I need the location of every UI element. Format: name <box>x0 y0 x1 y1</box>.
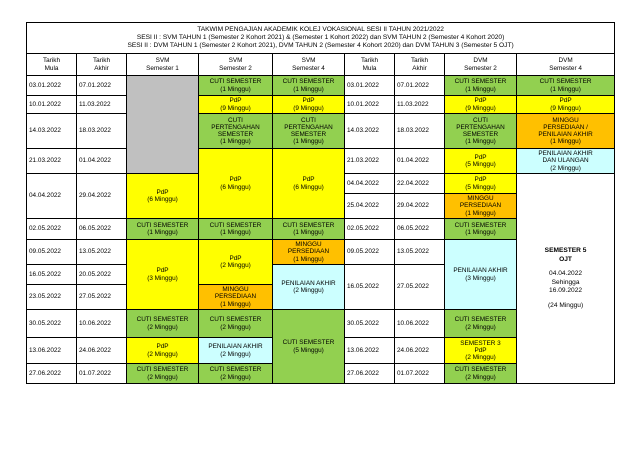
svm2-cuti-semester <box>199 310 273 338</box>
cell-line: (2 Minggu) <box>293 287 324 294</box>
cell-line: (1 Minggu) <box>550 85 581 93</box>
cell-line: CUTI SEMESTER <box>282 339 335 347</box>
header-label: Akhir <box>412 64 427 72</box>
cell-line: (5 Minggu) <box>293 346 324 354</box>
svm-start-date: 14.03.2022 <box>27 114 77 149</box>
dvm2-cuti-semester <box>445 310 517 338</box>
cell-line: CUTI <box>301 116 316 124</box>
svm-end-date: 20.05.2022 <box>77 265 127 285</box>
cell-line: CUTI SEMESTER <box>209 78 262 86</box>
svm2-cuti-semester <box>199 76 273 96</box>
cell-line: CUTI SEMESTER <box>454 78 507 86</box>
svm-start-date: 02.05.2022 <box>27 219 77 240</box>
cell-line: CUTI SEMESTER <box>282 221 335 229</box>
cell-line: (5 Minggu) <box>465 183 496 191</box>
cell-line: (1 Minggu) <box>293 229 324 236</box>
svm4-pdp <box>273 149 345 219</box>
cell-line: PdP <box>156 267 169 275</box>
sem5-subtitle: OJT <box>559 255 572 263</box>
svm-end-date: 29.04.2022 <box>77 174 127 219</box>
header-tarikh-akhir-dvm <box>395 54 445 76</box>
dvm4-penilaian-akhir <box>517 149 615 174</box>
cell-line: MINGGU <box>295 241 322 249</box>
svm-start-date: 10.01.2022 <box>27 96 77 114</box>
svm4-pdp <box>273 96 345 114</box>
cell-line: PdP <box>229 97 242 105</box>
svm-start-date: 04.04.2022 <box>27 174 77 219</box>
dvm4-semester-5-ojt <box>517 174 615 384</box>
header-label: Tarikh <box>42 57 61 65</box>
svm2-cuti-pertengahan <box>199 114 273 149</box>
header-svm-semester-4 <box>273 54 345 76</box>
dvm-end-date: 27.05.2022 <box>395 265 445 310</box>
dvm-end-date: 10.06.2022 <box>395 310 445 338</box>
page-title <box>27 23 615 54</box>
dvm-start-date: 10.01.2022 <box>345 96 395 114</box>
header-label: DVM <box>473 57 488 65</box>
dvm-start-date: 25.04.2022 <box>345 194 395 219</box>
svm-start-date: 21.03.2022 <box>27 149 77 174</box>
dvm-end-date: 01.07.2022 <box>395 364 445 384</box>
svm-start-date: 30.05.2022 <box>27 310 77 338</box>
cell-line: CUTI SEMESTER <box>454 316 507 324</box>
header-label: Tarikh <box>410 57 429 65</box>
header-label: Semester 4 <box>292 64 325 72</box>
svm4-minggu-persediaan <box>273 240 345 265</box>
svm-end-date: 11.03.2022 <box>77 96 127 114</box>
dvm2-penilaian-akhir <box>445 240 517 310</box>
cell-line: (6 Minggu) <box>147 196 178 203</box>
cell-line: SEMESTER 3 <box>460 339 501 347</box>
cell-line: PdP <box>474 97 487 105</box>
cell-line: (6 Minggu) <box>293 183 324 191</box>
svm-end-date: 01.07.2022 <box>77 364 127 384</box>
cell-line: PdP <box>559 97 572 105</box>
dvm-end-date: 18.03.2022 <box>395 114 445 149</box>
cell-line: PdP <box>474 176 487 184</box>
cell-line: PdP <box>156 188 169 196</box>
cell-line: MINGGU <box>552 116 579 124</box>
cell-line: (1 Minggu) <box>465 138 496 146</box>
cell-line: CUTI SEMESTER <box>136 221 189 229</box>
cell-line: PENILAIAN AKHIR <box>538 131 593 138</box>
svm1-not-started-block <box>127 76 199 174</box>
dvm-end-date: 11.03.2022 <box>395 96 445 114</box>
svm2-penilaian-akhir <box>199 338 273 364</box>
header-label: SVM <box>155 57 170 65</box>
cell-line: PdP <box>156 343 169 351</box>
cell-line: CUTI <box>473 116 488 124</box>
title-line-1: TAKWIM PENGAJIAN AKADEMIK KOLEJ VOKASIONAL SESI II TAHUN 2021/2022 <box>197 26 444 33</box>
cell-line: (2 Minggu) <box>147 323 178 331</box>
cell-line: PERTENGAHAN <box>284 123 333 131</box>
dvm-end-date: 29.04.2022 <box>395 194 445 219</box>
cell-line: SEMESTER <box>217 131 254 138</box>
cell-line: (1 Minggu) <box>293 255 324 263</box>
cell-line: PENILAIAN AKHIR <box>281 279 336 287</box>
cell-line: MINGGU <box>467 195 494 203</box>
dvm-end-date: 06.05.2022 <box>395 219 445 240</box>
sem5-end-date: 16.09.2022 <box>549 287 583 294</box>
svm1-cuti-semester <box>127 310 199 338</box>
cell-line: CUTI SEMESTER <box>282 78 335 86</box>
cell-line: DAN ULANGAN <box>542 157 589 165</box>
header-dvm-semester-4 <box>517 54 615 76</box>
svm2-pdp <box>199 240 273 285</box>
cell-line: (2 Minggu) <box>465 373 496 381</box>
svm2-pdp <box>199 149 273 219</box>
cell-line: (2 Minggu) <box>147 350 178 358</box>
cell-line: (1 Minggu) <box>220 138 251 146</box>
cell-line: PdP <box>229 176 242 184</box>
dvm2-semester-3-pdp <box>445 338 517 364</box>
dvm-start-date: 03.01.2022 <box>345 76 395 96</box>
cell-line: PdP <box>302 176 315 184</box>
title-line-3: SESI II : DVM TAHUN 1 (Semester 2 Kohort 2021), DVM TAHUN 2 (Semester 4 Kohort 2020) dan DVM TAHUN 3 (Semester 5 OJT) <box>127 42 514 49</box>
dvm-end-date: 07.01.2022 <box>395 76 445 96</box>
svm1-cuti-semester <box>127 219 199 240</box>
cell-line: (1 Minggu) <box>293 138 324 146</box>
header-label: SVM <box>301 57 316 65</box>
cell-line: PdP <box>302 97 315 105</box>
cell-line: (1 Minggu) <box>220 85 251 93</box>
cell-line: (2 Minggu) <box>220 350 251 358</box>
dvm-end-date: 13.05.2022 <box>395 240 445 265</box>
cell-line: (9 Minggu) <box>293 104 324 112</box>
header-label: Akhir <box>94 64 109 72</box>
cell-line: PENILAIAN AKHIR <box>538 150 593 158</box>
svm-start-date: 23.05.2022 <box>27 285 77 310</box>
cell-line: (9 Minggu) <box>220 104 251 112</box>
dvm2-cuti-pertengahan <box>445 114 517 149</box>
cell-line: (1 Minggu) <box>550 138 581 146</box>
cell-line: PERSEDIAAN / <box>543 123 588 131</box>
dvm-start-date: 27.06.2022 <box>345 364 395 384</box>
header-label: Semester 2 <box>464 64 497 72</box>
cell-line: (1 Minggu) <box>220 300 251 308</box>
svm-start-date: 16.05.2022 <box>27 265 77 285</box>
svm-start-date: 03.01.2022 <box>27 76 77 96</box>
cell-line: PdP <box>474 346 487 354</box>
cell-line: (2 Minggu) <box>220 373 251 381</box>
cell-line: CUTI SEMESTER <box>136 366 189 374</box>
dvm2-minggu-persediaan <box>445 194 517 219</box>
cell-line: (6 Minggu) <box>220 183 251 191</box>
header-label: Mula <box>44 64 59 72</box>
cell-line: PERSEDIAAN <box>214 293 257 301</box>
cell-line: (2 Minggu) <box>147 373 178 381</box>
header-label: DVM <box>558 57 573 65</box>
cell-line: CUTI <box>228 116 243 124</box>
title-line-2: SESI II : SVM TAHUN 1 (Semester 2 Kohort 2021) & (Semester 1 Kohort 2022) dan SVM TAHUN 2 (Semester 4 Kohort 2020) <box>136 34 505 41</box>
dvm-end-date: 24.06.2022 <box>395 338 445 364</box>
header-tarikh-mula-dvm <box>345 54 395 76</box>
calendar-table <box>26 22 615 384</box>
header-tarikh-akhir-svm <box>77 54 127 76</box>
cell-line: (1 Minggu) <box>465 209 496 217</box>
dvm-start-date: 09.05.2022 <box>345 240 395 265</box>
svm4-cuti-semester <box>273 310 345 384</box>
sem5-start-date: 04.04.2022 <box>549 270 583 277</box>
cell-line: PERSEDIAAN <box>459 202 502 210</box>
cell-line: PENILAIAN AKHIR <box>453 267 508 275</box>
svm1-cuti-semester <box>127 364 199 384</box>
svm-end-date: 27.05.2022 <box>77 285 127 310</box>
svm-end-date: 10.06.2022 <box>77 310 127 338</box>
dvm-start-date: 14.03.2022 <box>345 114 395 149</box>
dvm2-pdp <box>445 174 517 194</box>
header-svm-semester-1 <box>127 54 199 76</box>
dvm2-cuti-semester <box>445 76 517 96</box>
cell-line: SEMESTER <box>462 131 499 138</box>
dvm-start-date: 30.05.2022 <box>345 310 395 338</box>
cell-line: MINGGU <box>222 286 249 294</box>
cell-line: (1 Minggu) <box>147 229 178 236</box>
dvm4-cuti-semester <box>517 76 615 96</box>
cell-line: (3 Minggu) <box>465 274 496 282</box>
svm-end-date: 13.05.2022 <box>77 240 127 265</box>
cell-line: CUTI SEMESTER <box>454 221 507 229</box>
svm-end-date: 06.05.2022 <box>77 219 127 240</box>
header-label: Tarikh <box>360 57 379 65</box>
dvm-start-date: 02.05.2022 <box>345 219 395 240</box>
dvm-start-date: 13.06.2022 <box>345 338 395 364</box>
svm2-cuti-semester <box>199 219 273 240</box>
svm4-cuti-semester <box>273 76 345 96</box>
svm-end-date: 07.01.2022 <box>77 76 127 96</box>
svm-start-date: 09.05.2022 <box>27 240 77 265</box>
dvm-start-date: 16.05.2022 <box>345 265 395 310</box>
dvm-end-date: 01.04.2022 <box>395 149 445 174</box>
svm4-cuti-semester <box>273 219 345 240</box>
cell-line: (9 Minggu) <box>550 104 581 112</box>
header-tarikh-mula-svm <box>27 54 77 76</box>
cell-line: SEMESTER <box>290 131 327 138</box>
cell-line: CUTI SEMESTER <box>209 221 262 229</box>
dvm-end-date: 22.04.2022 <box>395 174 445 194</box>
cell-line: (2 Minggu) <box>465 354 496 362</box>
cell-line: (2 Minggu) <box>220 323 251 331</box>
svm4-cuti-pertengahan <box>273 114 345 149</box>
svm-end-date: 01.04.2022 <box>77 149 127 174</box>
sem5-title: SEMESTER 5 <box>544 247 587 254</box>
header-svm-semester-2 <box>199 54 273 76</box>
cell-line: (1 Minggu) <box>465 229 496 236</box>
cell-line: (1 Minggu) <box>293 85 324 93</box>
cell-line: PERSEDIAAN <box>287 248 330 256</box>
svm-end-date: 24.06.2022 <box>77 338 127 364</box>
cell-line: (2 Minggu) <box>550 164 581 172</box>
cell-line: CUTI SEMESTER <box>209 366 262 374</box>
sem5-separator: Sehingga <box>551 278 580 286</box>
cell-line: CUTI SEMESTER <box>539 78 592 86</box>
dvm-start-date: 21.03.2022 <box>345 149 395 174</box>
header-label: Tarikh <box>92 57 111 65</box>
svm1-pdp <box>127 338 199 364</box>
header-label: Semester 2 <box>219 64 252 72</box>
header-dvm-semester-2 <box>445 54 517 76</box>
svm1-pdp <box>127 240 199 310</box>
cell-line: CUTI SEMESTER <box>136 316 189 324</box>
cell-line: PERTENGAHAN <box>456 123 505 131</box>
cell-line: CUTI SEMESTER <box>209 316 262 324</box>
cell-line: (5 Minggu) <box>465 161 496 168</box>
svm1-pdp <box>127 174 199 219</box>
cell-line: PdP <box>229 254 242 262</box>
cell-line: (9 Minggu) <box>465 104 496 112</box>
svm-start-date: 13.06.2022 <box>27 338 77 364</box>
header-label: Semester 4 <box>549 64 582 72</box>
svm2-pdp <box>199 96 273 114</box>
dvm2-cuti-semester <box>445 364 517 384</box>
cell-line: (3 Minggu) <box>147 274 178 282</box>
svm4-penilaian-akhir <box>273 265 345 310</box>
cell-line: (1 Minggu) <box>465 85 496 93</box>
dvm2-pdp <box>445 149 517 174</box>
svm-end-date: 18.03.2022 <box>77 114 127 149</box>
dvm2-pdp <box>445 96 517 114</box>
header-label: Mula <box>362 64 377 72</box>
dvm-start-date: 04.04.2022 <box>345 174 395 194</box>
sem5-weeks: (24 Minggu) <box>547 301 584 309</box>
cell-line: PdP <box>474 153 487 161</box>
cell-line: PERTENGAHAN <box>211 123 260 131</box>
cell-line: CUTI SEMESTER <box>454 366 507 374</box>
dvm2-cuti-semester <box>445 219 517 240</box>
header-label: SVM <box>228 57 243 65</box>
cell-line: PENILAIAN AKHIR <box>208 343 263 351</box>
header-label: Semester 1 <box>146 64 179 72</box>
svm2-minggu-persediaan <box>199 285 273 310</box>
cell-line: (2 Minggu) <box>220 262 251 269</box>
dvm4-pdp <box>517 96 615 114</box>
cell-line: (1 Minggu) <box>220 229 251 236</box>
svm-start-date: 27.06.2022 <box>27 364 77 384</box>
svm2-cuti-semester <box>199 364 273 384</box>
dvm4-minggu-persediaan <box>517 114 615 149</box>
cell-line: (2 Minggu) <box>465 323 496 331</box>
